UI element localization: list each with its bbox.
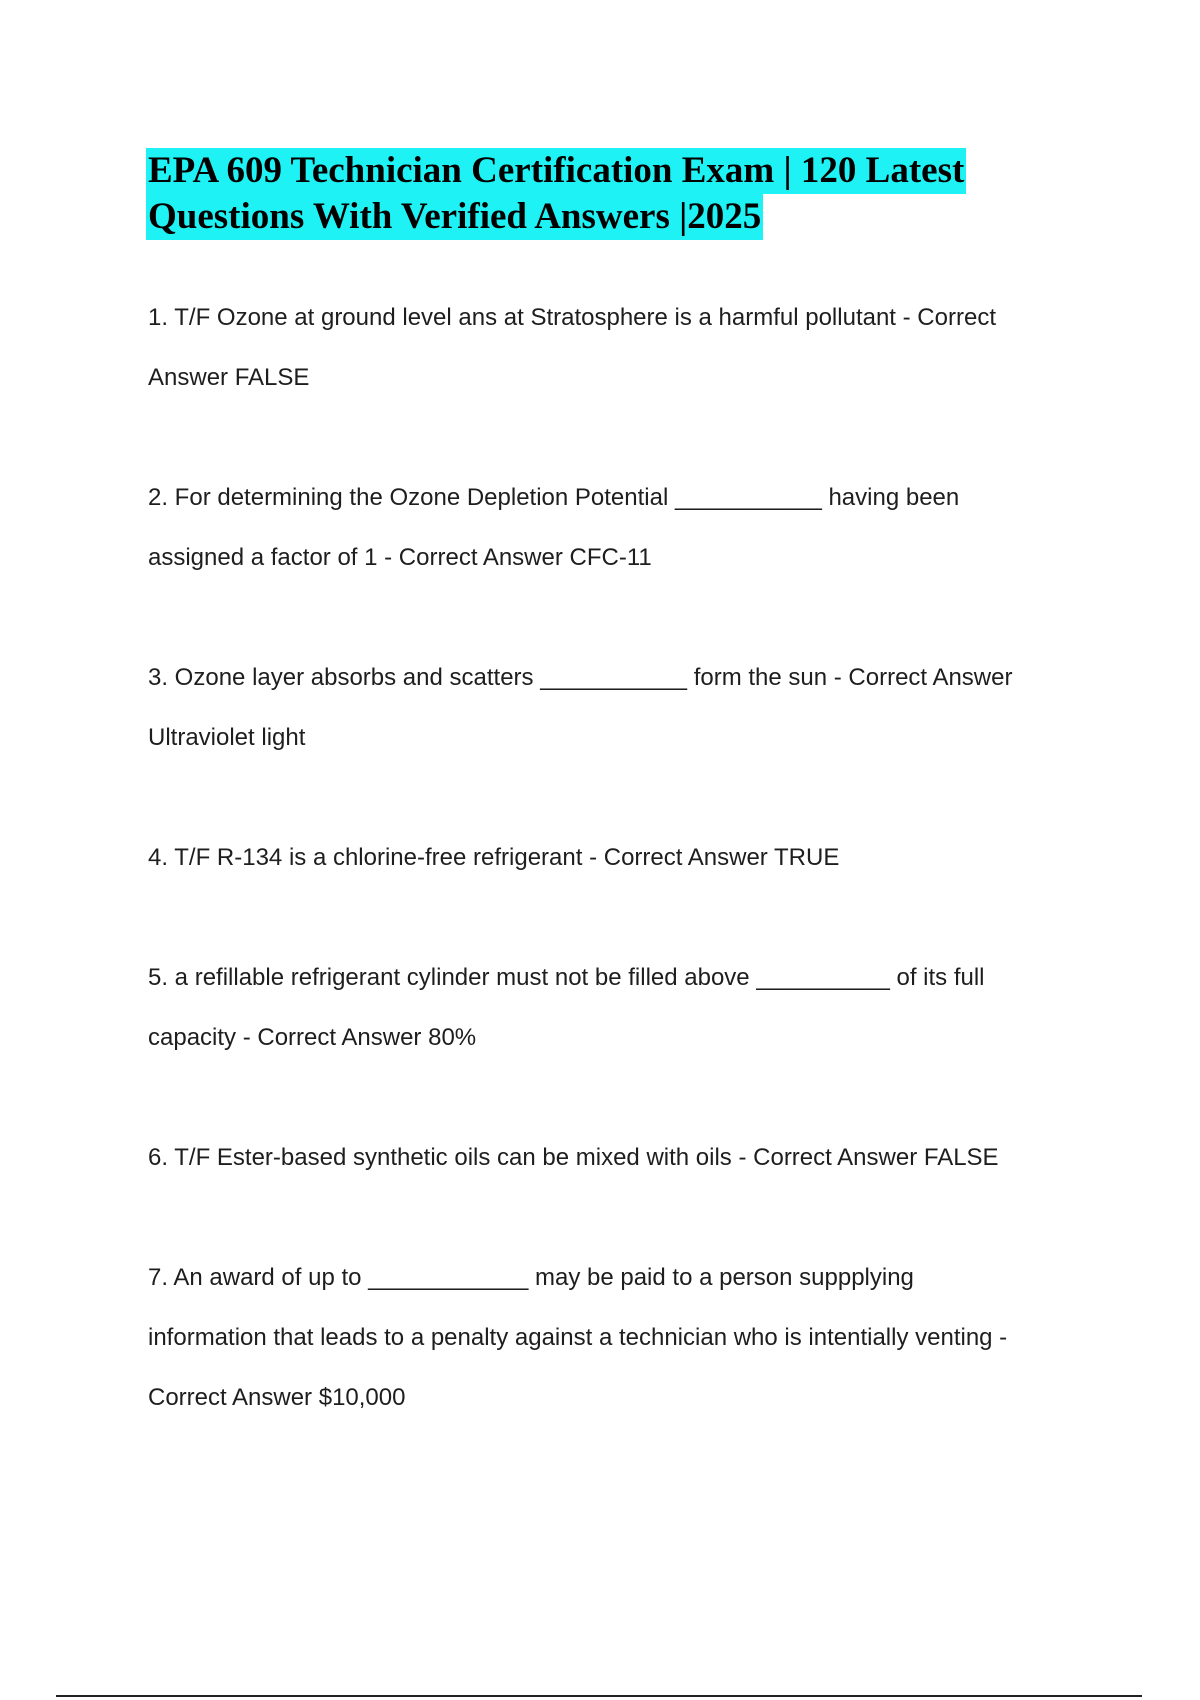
question-1 — [148, 288, 1088, 408]
question-7-line-2: information that leads to a penalty against a technician who is intentially venting - — [148, 1324, 1008, 1351]
question-4-line-1: 4. T/F R-134 is a chlorine-free refrigerant - Correct Answer TRUE — [148, 844, 840, 871]
question-6 — [148, 1128, 1088, 1188]
title-line-1: EPA 609 Technician Certification Exam | 120 Latest — [146, 148, 966, 194]
question-4 — [148, 828, 1088, 888]
question-2-line-1: 2. For determining the Ozone Depletion Potential ___________ having been — [148, 484, 960, 511]
question-2-line-2: assigned a factor of 1 - Correct Answer CFC-11 — [148, 544, 652, 571]
question-5-line-2: capacity - Correct Answer 80% — [148, 1024, 477, 1051]
question-7-line-1: 7. An award of up to ____________ may be paid to a person suppplying — [148, 1264, 914, 1291]
question-1-line-1: 1. T/F Ozone at ground level ans at Stratosphere is a harmful pollutant - Correct — [148, 304, 996, 331]
title-line-2: Questions With Verified Answers |2025 — [146, 194, 763, 240]
question-2 — [148, 468, 1088, 588]
question-3 — [148, 648, 1088, 768]
question-7-line-3: Correct Answer $10,000 — [148, 1384, 406, 1411]
question-3-line-2: Ultraviolet light — [148, 724, 306, 751]
question-6-line-1: 6. T/F Ester-based synthetic oils can be mixed with oils - Correct Answer FALSE — [148, 1144, 999, 1171]
question-1-line-2: Answer FALSE — [148, 364, 310, 391]
question-5-line-1: 5. a refillable refrigerant cylinder must not be filled above __________ of its full — [148, 964, 985, 991]
document-title — [146, 148, 1046, 240]
question-5 — [148, 948, 1088, 1068]
footer-divider — [56, 1695, 1142, 1697]
question-3-line-1: 3. Ozone layer absorbs and scatters ___________ form the sun - Correct Answer — [148, 664, 1013, 691]
question-7 — [148, 1248, 1088, 1428]
